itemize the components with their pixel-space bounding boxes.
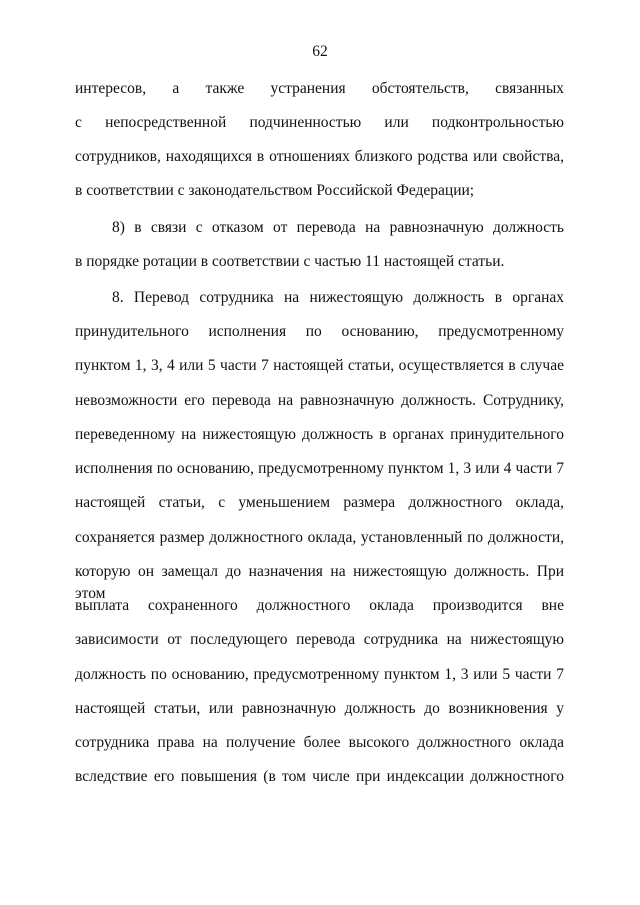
text-line: принудительного исполнения по основанию, предусмотренному bbox=[75, 323, 564, 340]
text-line: выплата сохраненного должностного оклада производится вне bbox=[75, 597, 564, 614]
text-line: переведенному на нижестоящую должность в органах принудительного bbox=[75, 426, 564, 443]
text-line: вследствие его повышения (в том числе при индексации должностного bbox=[75, 768, 564, 785]
text-line: пунктом 1, 3, 4 или 5 части 7 настоящей статьи, осуществляется в случае bbox=[75, 357, 564, 374]
text-line: сотрудников, находящихся в отношениях близкого родства или свойства, bbox=[75, 148, 564, 165]
text-line: исполнения по основанию, предусмотренному пунктом 1, 3 или 4 части 7 bbox=[75, 460, 564, 477]
text-line: сотрудника права на получение более высокого должностного оклада bbox=[75, 734, 564, 751]
page-number: 62 bbox=[312, 43, 328, 60]
text-line: сохраняется размер должностного оклада, установленный по должности, bbox=[75, 529, 564, 546]
text-line: в порядке ротации в соответствии с частью 11 настоящей статьи. bbox=[75, 253, 505, 270]
text-line: интересов, а также устранения обстоятельств, связанных bbox=[75, 80, 564, 97]
text-line: в соответствии с законодательством Российской Федерации; bbox=[75, 182, 475, 199]
text-line: настоящей статьи, или равнозначную должность до возникновения у bbox=[75, 700, 564, 717]
text-line: которую он замещал до назначения на нижестоящую должность. При этом bbox=[75, 563, 564, 602]
text-line: 8. Перевод сотрудника на нижестоящую должность в органах bbox=[112, 289, 564, 306]
text-line: должность по основанию, предусмотренному пунктом 1, 3 или 5 части 7 bbox=[75, 666, 564, 683]
text-line: 8) в связи с отказом от перевода на равнозначную должность bbox=[112, 219, 564, 236]
text-line: с непосредственной подчиненностью или подконтрольностью bbox=[75, 114, 564, 131]
text-line: зависимости от последующего перевода сотрудника на нижестоящую bbox=[75, 631, 564, 648]
text-line: невозможности его перевода на равнозначную должность. Сотруднику, bbox=[75, 392, 564, 409]
text-line: настоящей статьи, с уменьшением размера должностного оклада, bbox=[75, 494, 564, 511]
